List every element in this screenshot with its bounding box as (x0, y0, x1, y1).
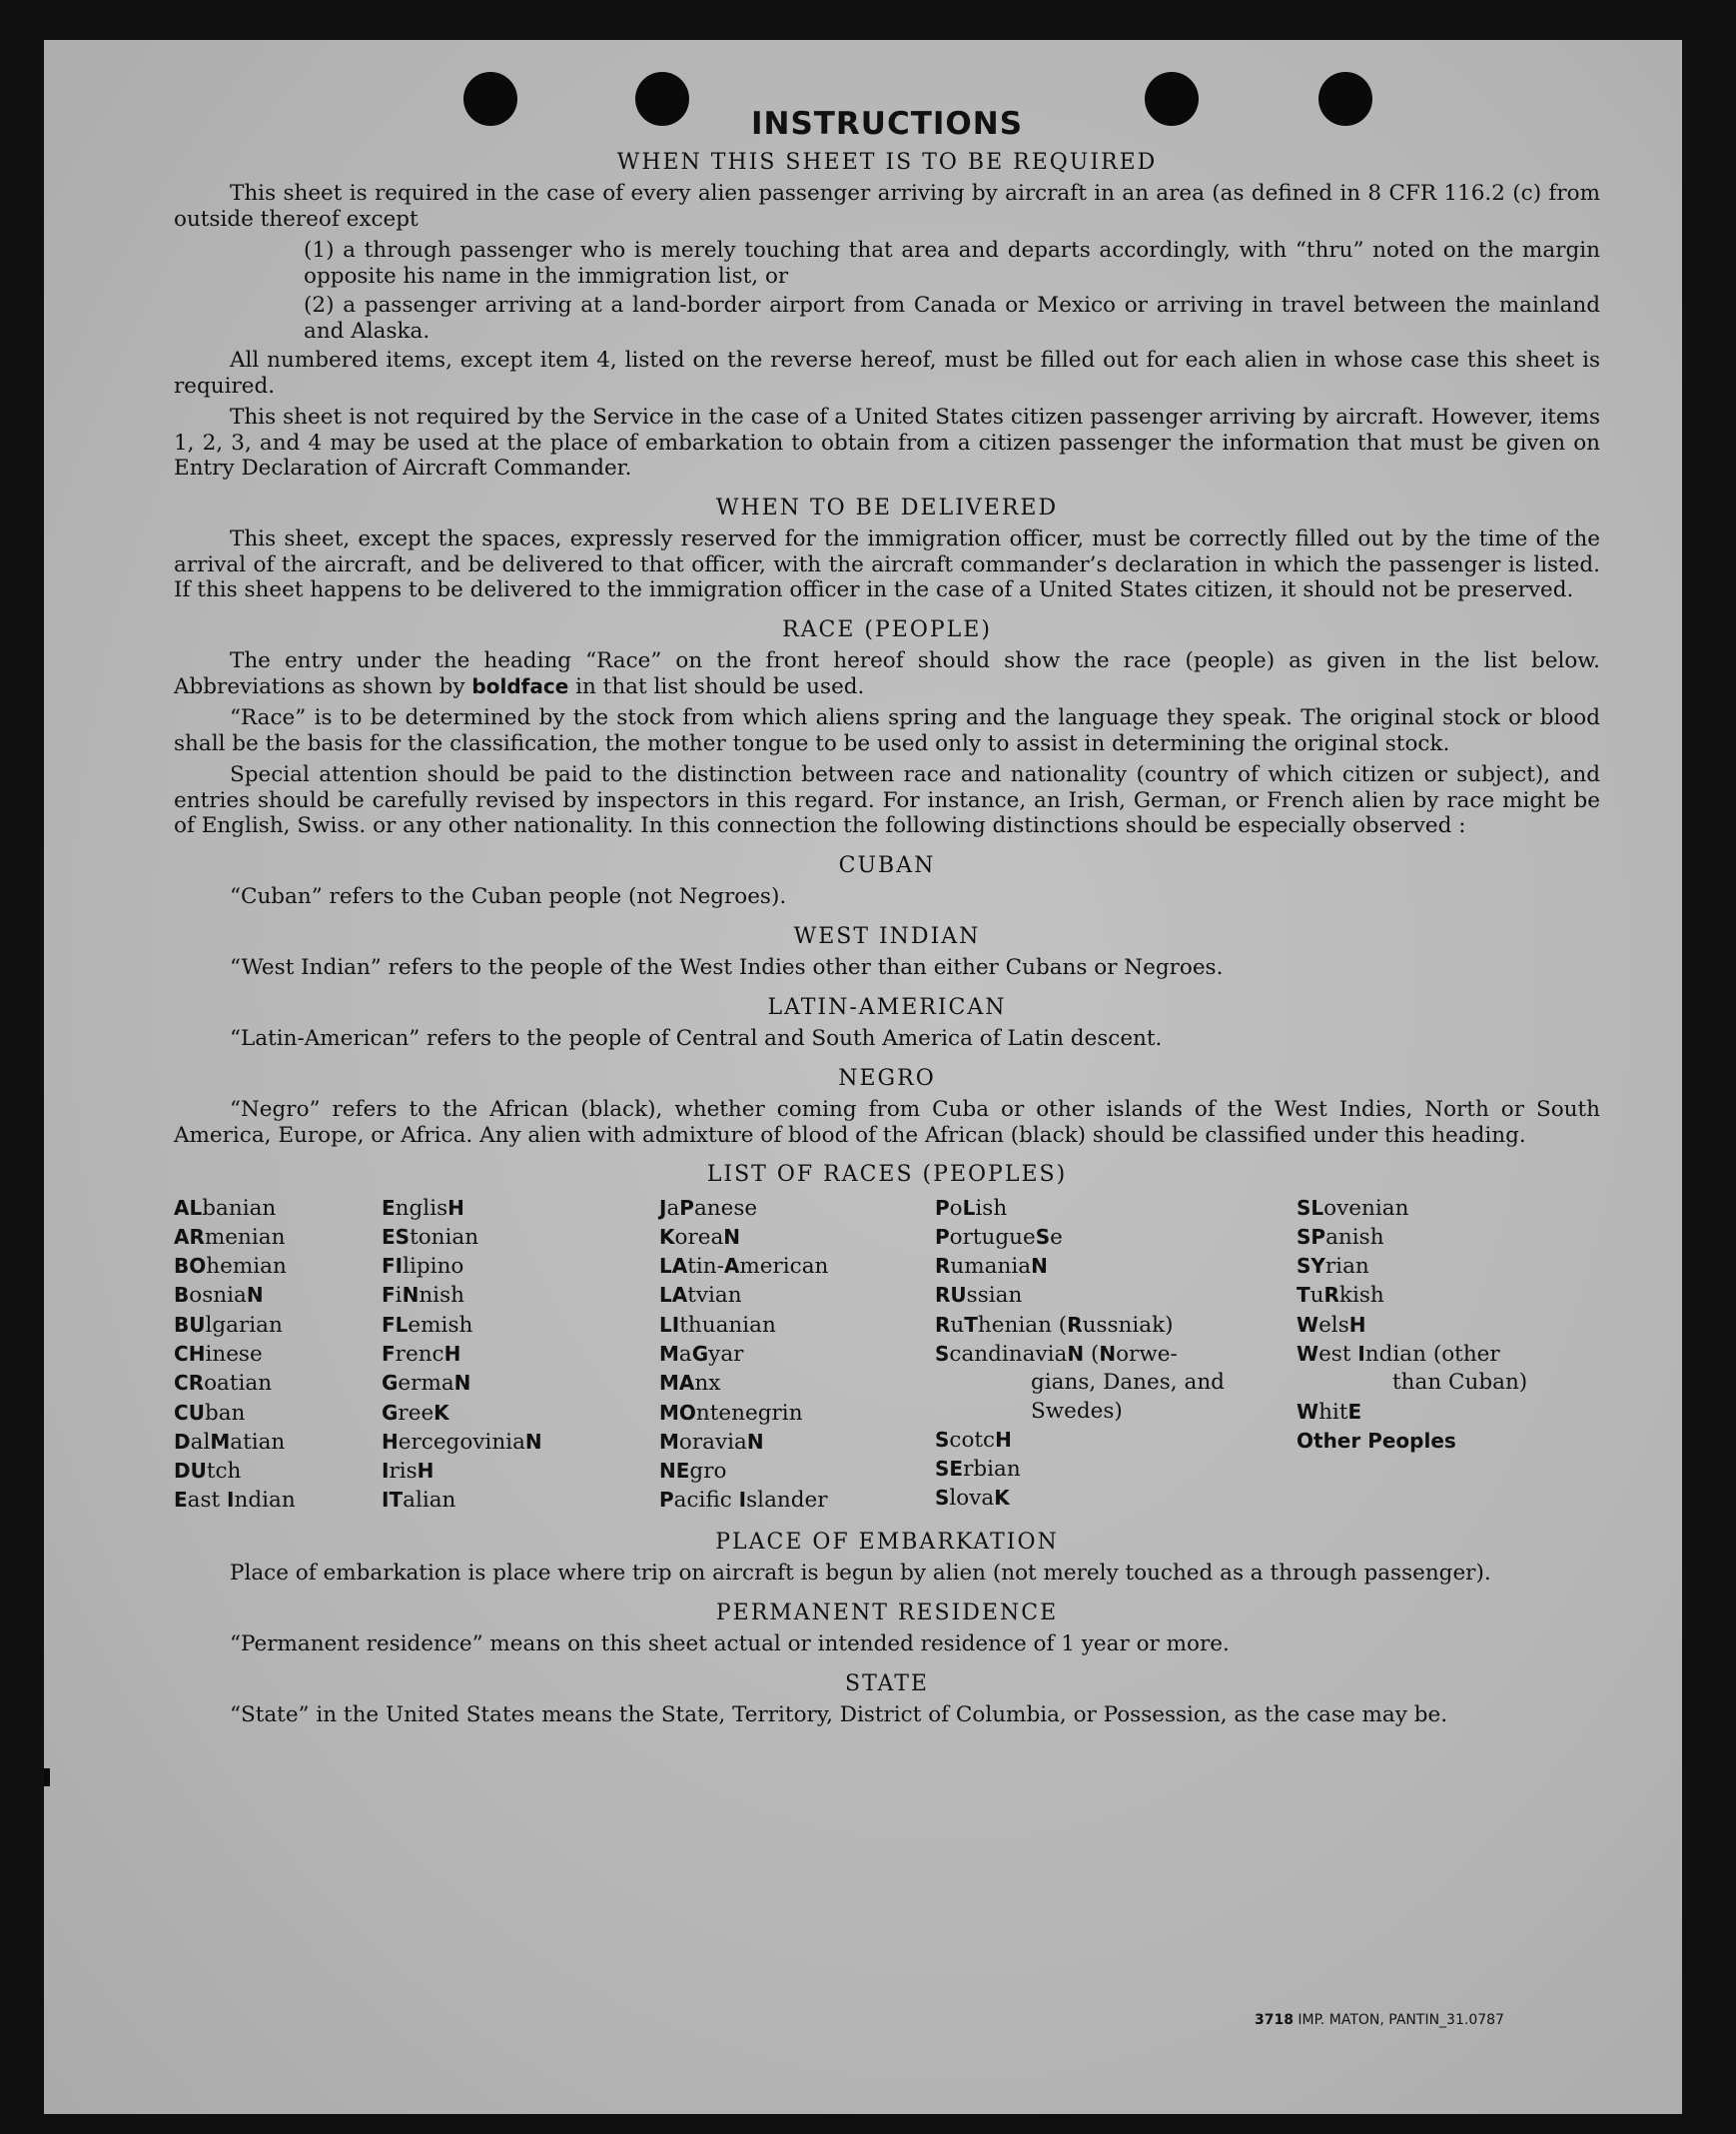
heading-west-indian: WEST INDIAN (793, 923, 981, 949)
exception-2: (2) a passenger arriving at a land-border airport from Canada or Mexico or arriving in travel between the mainland and Alaska. (304, 293, 1600, 344)
heading-when-required: WHEN THIS SHEET IS TO BE REQUIRED (616, 149, 1158, 175)
race-entry: SErbian (935, 1457, 1021, 1483)
race-entry: RumaniaN (935, 1254, 1048, 1280)
race-entry: BOhemian (174, 1254, 287, 1280)
race-entry: CUban (174, 1400, 246, 1426)
race-entry: BUlgarian (174, 1312, 283, 1338)
race-entry: SLovenian (1297, 1195, 1409, 1221)
race-entry: LAtvian (659, 1283, 742, 1309)
race-entry: Other Peoples (1297, 1428, 1456, 1453)
race-entry: SYrian (1297, 1254, 1369, 1280)
race-entry: FiNnish (382, 1283, 464, 1309)
race-column-5 (1297, 1194, 1596, 1516)
residence-text: “Permanent residence” means on this sheet actual or intended residence of 1 year or more. (230, 1631, 1230, 1657)
race-entry: ScotcH (935, 1427, 1012, 1453)
race-entry: SPanish (1297, 1224, 1384, 1250)
embarkation-text: Place of embarkation is place where trip on aircraft is begun by alien (not merely touched as a through passenger). (230, 1561, 1491, 1587)
instructions-body (174, 106, 1600, 1734)
race-entry: Swedes) (1031, 1398, 1123, 1424)
race-entry: MoraviaN (659, 1429, 764, 1455)
heading-race: RACE (PEOPLE) (782, 616, 992, 642)
heading-when-delivered: WHEN TO BE DELIVERED (715, 495, 1059, 521)
heading-list-of-races: LIST OF RACES (PEOPLES) (706, 1162, 1068, 1187)
race-entry: FLemish (382, 1312, 473, 1338)
race-entry: KoreaN (659, 1224, 741, 1250)
race-entry: LIthuanian (659, 1312, 776, 1338)
race-entry: ARmenian (174, 1224, 286, 1250)
race-entry: GermaN (382, 1371, 471, 1397)
race-entry: WhitE (1297, 1399, 1362, 1425)
race-entry: WelsH (1297, 1312, 1366, 1338)
race-entry: FrencH (382, 1341, 461, 1367)
race-entry: DalMatian (174, 1429, 286, 1455)
document-sheet (44, 40, 1682, 2114)
race-entry: EnglisH (382, 1195, 464, 1221)
race-entry: HercegoviniaN (382, 1429, 542, 1455)
race-entry: NEgro (659, 1459, 727, 1485)
race-column-3 (659, 1194, 935, 1516)
race-column-1 (174, 1194, 382, 1516)
race-entry: DUtch (174, 1459, 242, 1485)
race-entry: RuThenian (Russniak) (935, 1312, 1174, 1338)
race-entry: RUssian (935, 1283, 1023, 1309)
race-column-2 (382, 1194, 659, 1516)
race-entry: CHinese (174, 1341, 263, 1367)
race-entry: BosniaN (174, 1283, 264, 1309)
race-entry: GreeK (382, 1400, 449, 1426)
race-list (174, 1194, 1600, 1516)
numbered-items-paragraph: All numbered items, except item 4, listed on the reverse hereof, must be filled out for each alien in whose case this sheet is required. (174, 348, 1600, 399)
race-entry: PortugueSe (935, 1224, 1063, 1250)
heading-state: STATE (845, 1670, 929, 1696)
printer-mark: 3718 IMP. MATON, PANTIN_31.0787 (1255, 2012, 1504, 2028)
west-indian-text: “West Indian” refers to the people of the West Indies other than either Cubans or Negroes. (230, 955, 1224, 980)
race-entry: TuRkish (1297, 1283, 1384, 1309)
race-entry: West Indian (other (1297, 1341, 1500, 1367)
cuban-text: “Cuban” refers to the Cuban people (not Negroes). (230, 884, 787, 909)
citizen-paragraph: This sheet is not required by the Service in the case of a United States citizen passenger arriving by aircraft. However, items 1, 2, 3, and 4 may be used at the place of embarkation to obtain from a citizen passenger the information that must be given on Entry Declaration of Aircraft Commander. (174, 405, 1600, 481)
edge-mark (44, 1768, 50, 1786)
race-entry: gians, Danes, and (1031, 1370, 1225, 1396)
race-entry: ITalian (382, 1488, 456, 1514)
negro-text: “Negro” refers to the African (black), whether coming from Cuba or other islands of the West Indies, North or South America, Europe, or Africa. Any alien with admixture of blood of the African (black) should be classified under this heading. (174, 1097, 1600, 1148)
race-entry: MAnx (659, 1371, 721, 1397)
exception-1: (1) a through passenger who is merely touching that area and departs accordingly, with “thru” noted on the margin opposite his name in the immigration list, or (304, 238, 1600, 289)
race-entry: LAtin-American (659, 1254, 829, 1280)
exception-list (304, 238, 1600, 344)
race-paragraph-3: Special attention should be paid to the distinction between race and nationality (country of which citizen or subject), and entries should be carefully revised by inspectors in this regard. For instance, an Irish, German, or French alien by race might be of English, Swiss. or any other nationality. In this connection the following distinctions should be especially observed : (174, 762, 1600, 838)
race-entry: ALbanian (174, 1195, 277, 1221)
race-entry: JaPanese (659, 1195, 758, 1221)
race-entry: Pacifc Islander (659, 1488, 828, 1514)
heading-embarkation: PLACE OF EMBARKATION (715, 1529, 1059, 1555)
heading-permanent-residence: PERMANENT RESIDENCE (715, 1600, 1059, 1625)
race-entry: PoLish (935, 1195, 1008, 1221)
race-entry: FIlipino (382, 1254, 464, 1280)
race-entry: SlovaK (935, 1486, 1010, 1512)
race-entry: MOntenegrin (659, 1400, 803, 1426)
latin-american-text: “Latin-American” refers to the people of Central and South America of Latin descent. (230, 1026, 1163, 1051)
race-entry: CRoatian (174, 1371, 273, 1397)
heading-cuban: CUBAN (838, 852, 936, 878)
state-text: “State” in the United States means the State, Territory, District of Columbia, or Possession, as the case may be. (230, 1702, 1448, 1728)
race-entry: than Cuban) (1392, 1370, 1528, 1396)
race-entry: MaGyar (659, 1341, 744, 1367)
when-required-intro: This sheet is required in the case of every alien passenger arriving by aircraft in an area (as defined in 8 CFR 116.2 (c) from outside thereof except (174, 181, 1600, 232)
race-entry: EStonian (382, 1224, 479, 1250)
heading-negro: NEGRO (838, 1065, 936, 1091)
race-entry: East Indian (174, 1488, 296, 1514)
race-entry: IrisH (382, 1459, 434, 1485)
race-entry: ScandinaviaN (Norwe- (935, 1341, 1178, 1367)
heading-latin-american: LATIN-AMERICAN (767, 994, 1007, 1020)
race-paragraph-2: “Race” is to be determined by the stock from which aliens spring and the language they speak. The original stock or blood shall be the basis for the classification, the mother tongue to be used only to assist in determining the original stock. (174, 705, 1600, 756)
race-paragraph-1: The entry under the heading “Race” on the front hereof should show the race (people) as given in the list below. Abbreviations as shown by boldface in that list should be used. (174, 648, 1600, 699)
delivery-paragraph: This sheet, except the spaces, expressly reserved for the immigration officer, must be correctly filled out by the time of the arrival of the aircraft, and be delivered to that officer, with the aircraft commander’s declaration in which the passenger is listed. If this sheet happens to be delivered to the immigration officer in the case of a United States citizen, it should not be preserved. (174, 527, 1600, 602)
race-column-4 (935, 1194, 1297, 1516)
page-title: INSTRUCTIONS (750, 106, 1024, 142)
